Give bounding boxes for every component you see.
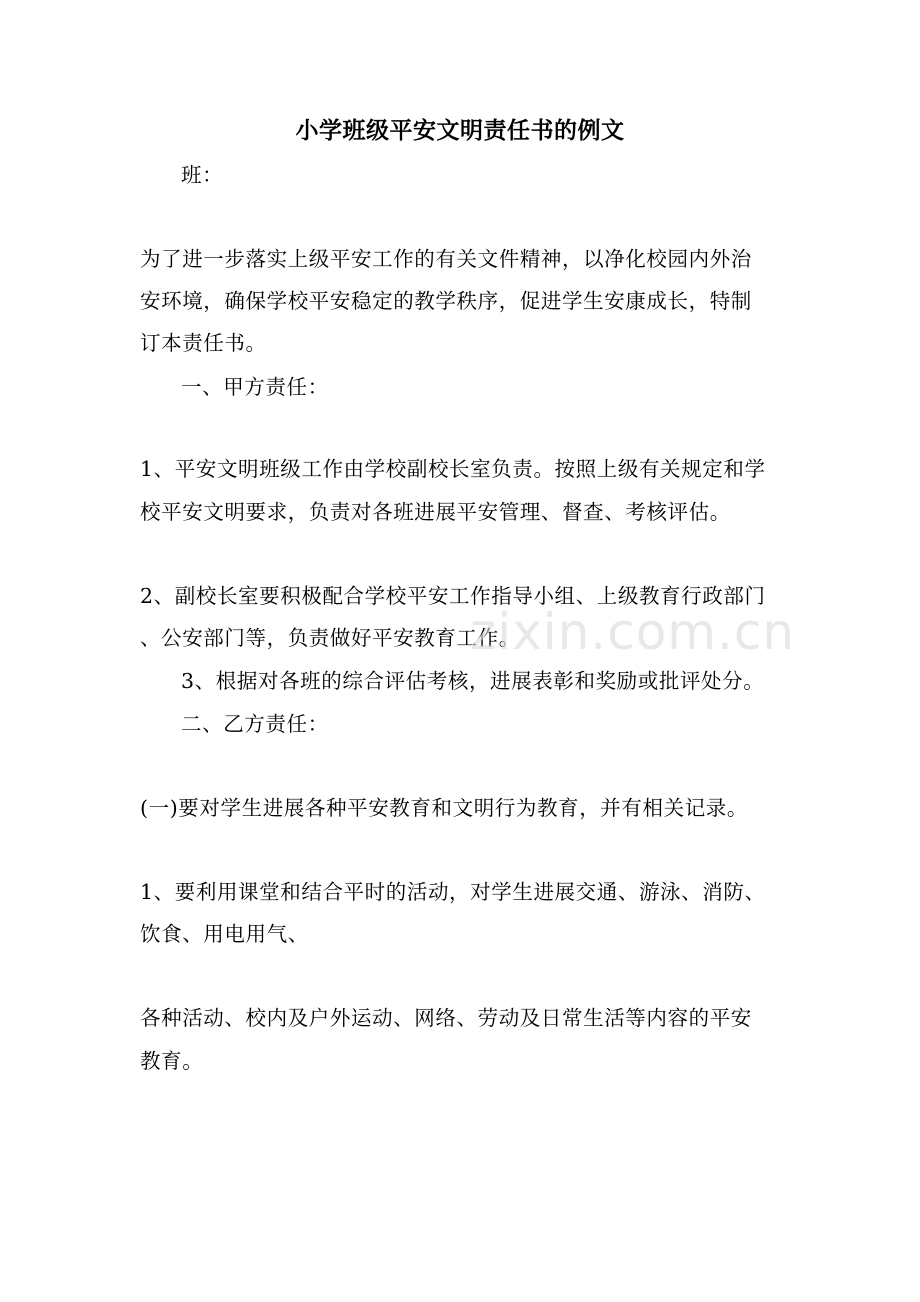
watermark: zixin.com.cn <box>470 603 796 661</box>
section-heading-party-b: 二、乙方责任： <box>181 712 329 736</box>
paragraph-line: 饮食、用电用气、 <box>140 922 309 946</box>
paragraph-line: 、公安部门等，负责做好平安教育工作。 <box>140 626 520 650</box>
paragraph-line: 各种活动、校内及户外运动、网络、劳动及日常生活等内容的平安 <box>140 1006 752 1030</box>
paragraph-line: 订本责任书。 <box>140 331 267 355</box>
paragraph-line: 1、平安文明班级工作由学校副校长室负责。按照上级有关规定和学 <box>140 457 766 481</box>
paragraph-line: 3、根据对各班的综合评估考核，进展表彰和奖励或批评处分。 <box>181 669 765 693</box>
paragraph-line: 校平安文明要求，负责对各班进展平安管理、督查、考核评估。 <box>140 500 731 524</box>
paragraph-line: 安环境，确保学校平安稳定的教学秩序，促进学生安康成长，特制 <box>140 289 752 313</box>
class-label: 班： <box>181 163 224 187</box>
paragraph-line: (一)要对学生进展各种平安教育和文明行为教育，并有相关记录。 <box>140 796 748 820</box>
paragraph-line: 为了进一步落实上级平安工作的有关文件精神，以净化校园内外治 <box>140 247 752 271</box>
section-heading-party-a: 一、甲方责任： <box>181 375 329 399</box>
paragraph-line: 教育。 <box>140 1049 204 1073</box>
document-title: 小学班级平安文明责任书的例文 <box>295 117 625 144</box>
paragraph-line: 2、副校长室要积极配合学校平安工作指导小组、上级教育行政部门 <box>140 584 766 608</box>
paragraph-line: 1、要利用课堂和结合平时的活动，对学生进展交通、游泳、消防、 <box>140 880 766 904</box>
